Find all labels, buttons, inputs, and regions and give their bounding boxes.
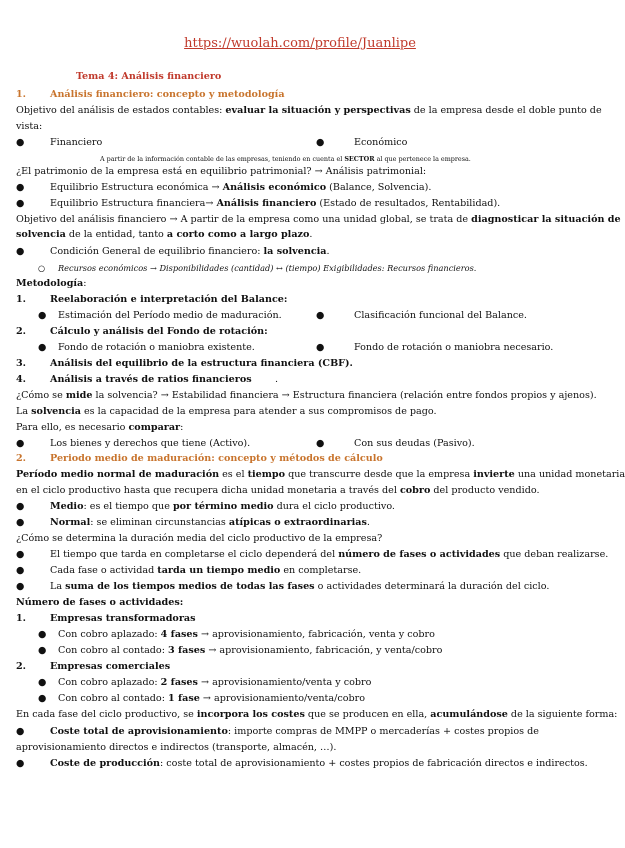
numero-fases-heading: Número de fases o actividades: <box>16 597 184 608</box>
pmm-definition-line-2: en el ciclo productivo hasta que recupera dicha unidad monetaria a través del cobro del producto vendido. <box>16 485 540 496</box>
metodologia-label: Metodología: <box>16 278 87 289</box>
document-page: https://wuolah.com/profile/Juanlipe Tema 4: Análisis financiero 1. Análisis financiero: concepto y metodología Objetivo del análisis de estados contables: evaluar la situación y perspectivas de la empresa desde el doble punto de vista: ● Financiero ● Económico A partir de la información contable de las empresas, teniendo en cuenta el SECTOR al que pertenece la empresa. ¿El patrimonio de la empresa está en equilibrio patrimonial? → Análisis patrimonial: ● Equilibrio Estructura económica → Análisis económico (Balance, Solvencia). ● Equilibrio Estructura financiera→ Análisis financiero (Estado de resultados, Rentabilidad). Objetivo del análisis financiero → A partir de la empresa como una unidad global, se trata de diagnosticar la situación de solvencia de la entidad, tanto a corto como a largo plazo. ● Condición General de equilibrio financiero: la solvencia. ○ Recursos económicos → Disponibilidades (cantidad) ↔ (tiempo) Exigibilidades: Recursos financieros. Metodología: 1. Reelaboración e interpretación del Balance: ● Estimación del Período medio de maduración. ● Clasificación funcional del Balance. 2. Cálculo y análisis del Fondo de rotación: ● Fondo de rotación o maniobra existente. ● Fondo de rotación o maniobra necesario. 3. Análisis del equilibrio de la estructura financiera (CBF). 4. Análisis a través de ratios financieros . ¿Cómo se mide la solvencia? → Estabilidad financiera → Estructura financiera (relación entre fondos propios y ajenos). La solvencia es la capacidad de la empresa para atender a sus compromisos de pago. Para ello, es necesario comparar: ● Los bienes y derechos que tiene (Activo). ● Con sus deudas (Pasivo). 2. Periodo medio de maduración: concepto y métodos de cálculo Período medio normal de maduración es el tiempo que transcurre desde que la empresa invierte una unidad monetaria en el ciclo productivo hasta que recupera dicha unidad monetaria a través del cobro del producto vendido. ● Medio: es el tiempo que por término medio dura el ciclo productivo. ● Normal: se eliminan circunstancias atípicas o extraordinarias. ¿Cómo se determina la duración media del ciclo productivo de la empresa? ● El tiempo que tarda en completarse el ciclo dependerá del número de fases o actividades que deban realizarse. ● Cada fase o actividad tarda un tiempo medio en completarse. ● La suma de los tiempos medios de todas las fases o actividades determinará la duración del ciclo. Número de fases o actividades: 1. Empresas transformadoras ● Con cobro aplazado: 4 fases → aprovisionamiento, fabricación, venta y cobro ● Con cobro al contado: 3 fases → aprovisionamiento, fabricación, y venta/cobro 2. Empresas comerciales ● Con cobro aplazado: 2 fases → aprovisionamiento/venta y cobro ● Con cobro al contado: 1 fase → aprovisionamiento/venta/cobro En cada fase del ciclo productivo, se incorpora los costes que se producen en ella, acumulándose de la siguiente forma: ● Coste total de aprovisionamiento: importe compras de MMPP o mercaderías + costes propios de aprovisionamiento directos e indirectos (transporte, almacén, …). ● Coste de producción: coste total de aprovisionamiento + costes propios de fabricación directos e indirectos. <box>0 0 600 848</box>
costes-intro: En cada fase del ciclo productivo, se incorpora los costes que se producen en ella, acumulándose de la siguiente forma: <box>16 709 618 720</box>
section-2-heading: 2. Periodo medio de maduración: concepto y métodos de cálculo <box>16 453 383 464</box>
objective-financiero-line-1: Objetivo del análisis financiero → A partir de la empresa como una unidad global, se trata de diagnosticar la situación de <box>16 214 621 225</box>
pmm-definition-line-1: Período medio normal de maduración es el tiempo que transcurre desde que la empresa invierte una unidad monetaria <box>16 469 625 480</box>
objective-line-2: vista: <box>16 121 43 132</box>
question-duracion: ¿Cómo se determina la duración media del ciclo productivo de la empresa? <box>16 533 383 544</box>
profile-url-link[interactable]: https://wuolah.com/profile/Juanlipe <box>184 36 416 51</box>
objective-financiero-line-2: solvencia de la entidad, tanto a corto como a largo plazo. <box>16 229 313 240</box>
sector-note: A partir de la información contable de las empresas, teniendo en cuenta el SECTOR al que pertenece la empresa. <box>100 155 471 163</box>
question-solvencia: ¿Cómo se mide la solvencia? → Estabilidad financiera → Estructura financiera (relación entre fondos propios y ajenos). <box>16 390 597 401</box>
section-1-heading: 1. Análisis financiero: concepto y metodología <box>16 89 285 100</box>
question-patrimonio: ¿El patrimonio de la empresa está en equilibrio patrimonial? → Análisis patrimonial: <box>16 166 427 177</box>
comparar-line: Para ello, es necesario comparar: <box>16 422 184 433</box>
solvencia-definition: La solvencia es la capacidad de la empresa para atender a sus compromisos de pago. <box>16 406 437 417</box>
coste-aprovisionamiento-line-2: aprovisionamiento directos e indirectos (transporte, almacén, …). <box>16 742 337 753</box>
objective-line-1: Objetivo del análisis de estados contables: evaluar la situación y perspectivas de la empresa desde el doble punto de <box>16 105 602 116</box>
doc-title: Tema 4: Análisis financiero <box>76 71 222 82</box>
